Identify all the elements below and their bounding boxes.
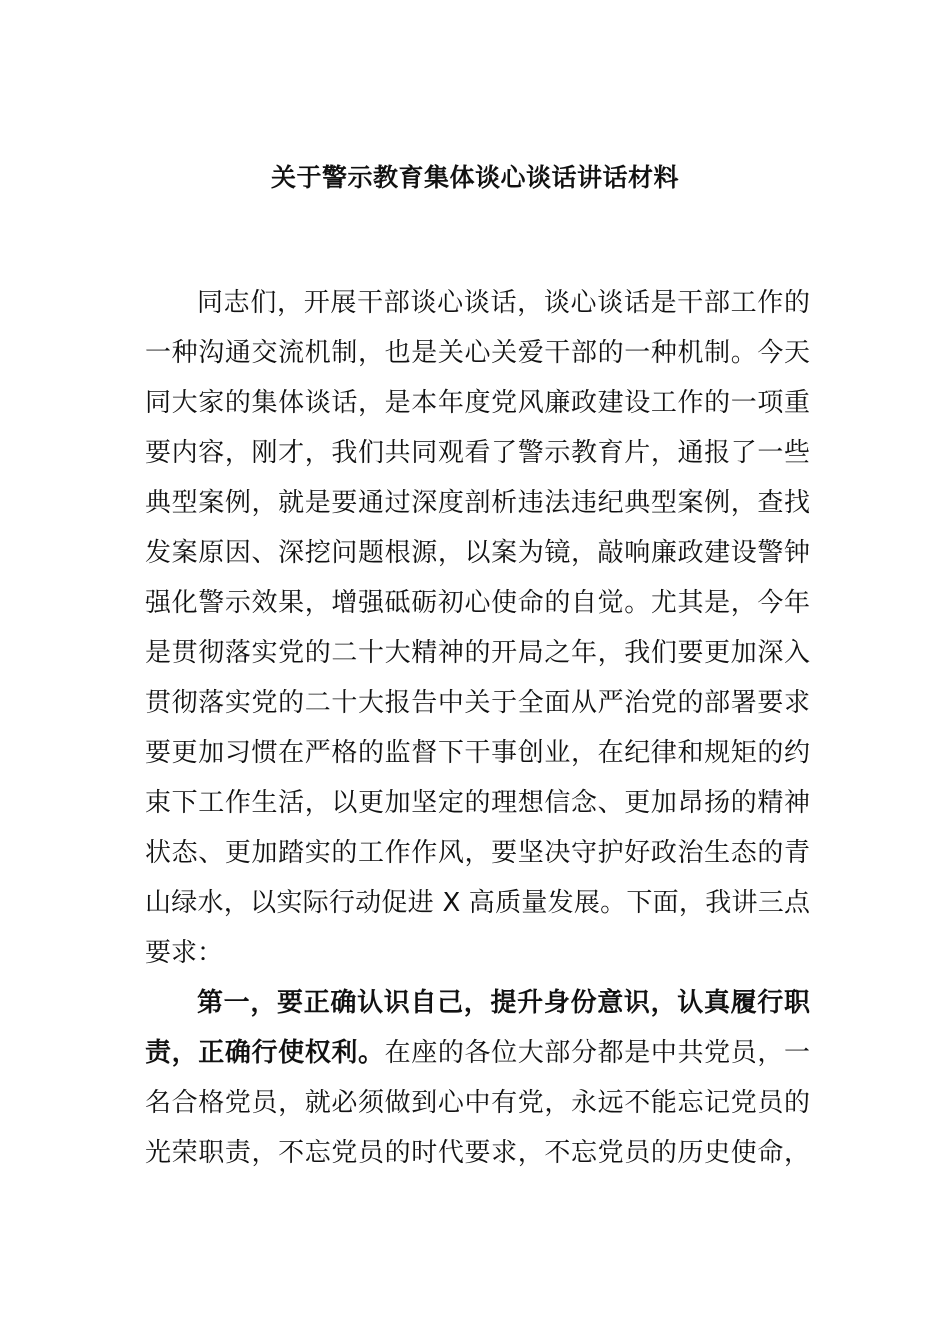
text-line: 贯彻落实党的二十大报告中关于全面从严治党的部署要求 (145, 688, 810, 718)
paragraph-1 (145, 278, 810, 978)
text-line: 一种沟通交流机制，也是关心关爱干部的一种机制。今天 (145, 338, 810, 368)
text-line: 要内容，刚才，我们共同观看了警示教育片，通报了一些 (145, 438, 810, 468)
text-line: 要更加习惯在严格的监督下干事创业，在纪律和规矩的约 (145, 738, 810, 768)
document-body (145, 278, 810, 1178)
text-line: 要求： (145, 938, 224, 968)
text-line: 状态、更加踏实的工作作风，要坚决守护好政治生态的青 (145, 838, 810, 868)
text-line: 同大家的集体谈话，是本年度党风廉政建设工作的一项重 (145, 388, 810, 418)
section-heading-line: 第一，要正确认识自己，提升身份意识，认真履行职 (197, 988, 810, 1018)
mixed-text-line (145, 1028, 810, 1078)
text-span: 在座的各位大部分都是中共党员，一 (384, 1038, 810, 1068)
text-line: 强化警示效果，增强砥砺初心使命的自觉。尤其是，今年 (145, 588, 810, 618)
text-line: 名合格党员，就必须做到心中有党，永远不能忘记党员的 (145, 1088, 810, 1118)
text-line: 同志们，开展干部谈心谈话，谈心谈话是干部工作的 (197, 288, 810, 318)
section-heading-end: 责，正确行使权利。 (145, 1038, 385, 1068)
text-line: 发案原因、深挖问题根源，以案为镜，敲响廉政建设警钟 (145, 538, 810, 568)
text-line: 束下工作生活，以更加坚定的理想信念、更加昂扬的精神 (145, 788, 810, 818)
text-line: 是贯彻落实党的二十大精神的开局之年，我们要更加深入 (145, 638, 810, 668)
paragraph-2 (145, 978, 810, 1178)
text-line: 典型案例，就是要通过深度剖析违法违纪典型案例，查找 (145, 488, 810, 518)
text-line: 山绿水，以实际行动促进 X 高质量发展。下面，我讲三点 (145, 888, 810, 918)
document-title: 关于警示教育集体谈心谈话讲话材料 (270, 163, 679, 192)
text-line: 光荣职责，不忘党员的时代要求，不忘党员的历史使命， (145, 1138, 810, 1168)
